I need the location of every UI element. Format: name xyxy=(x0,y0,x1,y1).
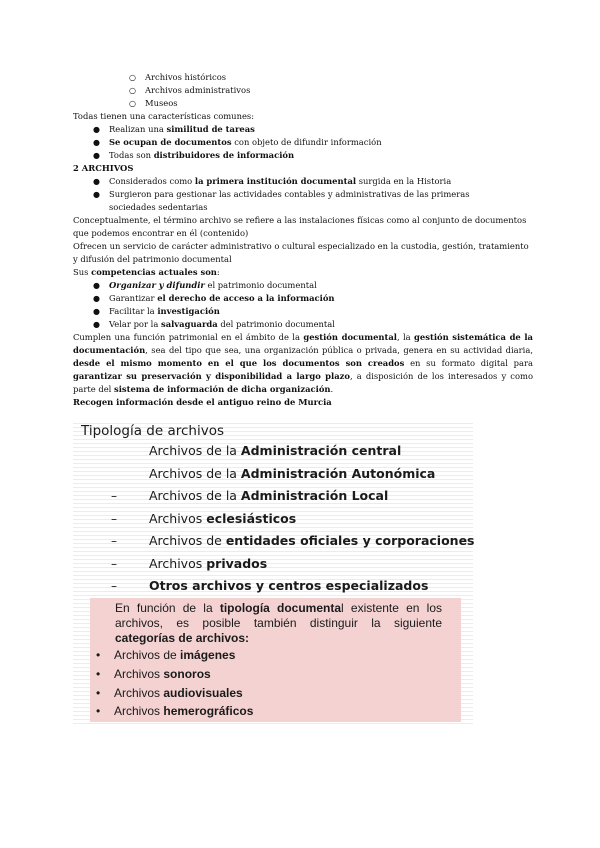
list-item: ● Velar por la salvaguarda del patrimonio documental xyxy=(93,319,335,329)
slide-title: Tipología de archivos xyxy=(81,423,225,439)
categories-intro: En función de la tipología documental existente en los archivos, es posible también distinguir la siguiente categorías de archivos: xyxy=(115,601,442,645)
list-item: ● Considerados como la primera institución documental surgida en la Historia xyxy=(93,176,452,186)
competencias-intro: Sus competencias actuales son: xyxy=(73,267,220,277)
categories-box: En función de la tipología documental existente en los archivos, es posible también distinguir la siguiente categorías de archivos: • Archivos de imágenes • Archivos sonoros • Archivos audiovisuales • Archivos hemerográficos xyxy=(90,598,461,722)
dash-marker: – xyxy=(111,512,117,526)
bullet-icon: ● xyxy=(93,320,100,329)
bullet-icon: ● xyxy=(93,294,100,303)
archive-type-item: – Archivos de entidades oficiales y corporaciones xyxy=(73,531,473,551)
archive-type-item: – Otros archivos y centros especializados xyxy=(73,576,473,596)
list-item: ● Surgieron para gestionar las actividades contables y administrativas de las primeras sociedades sedentarias xyxy=(93,189,470,212)
list-item: ● Facilitar la investigación xyxy=(93,306,220,316)
circle-bullet-icon: ○ xyxy=(129,73,136,82)
slide-image xyxy=(73,420,473,725)
archive-type-item: – Archivos de la Administración Local xyxy=(73,486,473,506)
dash-marker: – xyxy=(111,557,117,571)
function-paragraph: Cumplen una función patrimonial en el ámbito de la gestión documental, la gestión sistemática de la documentación, sea del tipo que sea, una organización pública o privada, genera en su actividad diaria, desde el mismo momento en el que los documentos son creados en su formato digital para garantizar su preservación y disponibilidad a largo plazo, a disposición de los interesados y como parte del sistema de información de dicha organización. xyxy=(73,332,534,394)
bullet-icon: ● xyxy=(93,190,100,199)
list-item: ● Realizan una similitud de tareas xyxy=(93,124,255,134)
bullet-icon: • xyxy=(96,686,101,700)
archive-type-item: Archivos de la Administración central xyxy=(149,443,402,458)
dash-marker: – xyxy=(111,489,117,503)
list-item: ● Todas son distribuidores de información xyxy=(93,150,295,160)
bullet-icon: ● xyxy=(93,281,100,290)
section-heading: 2 ARCHIVOS xyxy=(73,163,134,173)
archive-type-item: – Archivos eclesiásticos xyxy=(73,509,473,529)
archive-type-item: Archivos de la Administración Autonómica xyxy=(149,466,436,481)
circle-bullet-icon: ○ xyxy=(129,99,136,108)
bullet-icon: • xyxy=(96,704,101,718)
bullet-icon: ● xyxy=(93,138,100,147)
list-item: ○ Archivos administrativos xyxy=(129,85,251,95)
common-intro: Todas tienen una características comunes: xyxy=(73,111,255,121)
bullet-icon: ● xyxy=(93,307,100,316)
bullet-icon: • xyxy=(96,667,101,681)
bullet-icon: ● xyxy=(93,125,100,134)
document-body xyxy=(73,71,533,409)
dash-marker: – xyxy=(111,534,117,548)
list-item: ● Organizar y difundir el patrimonio documental xyxy=(93,280,317,290)
list-item: ○ Museos xyxy=(129,98,178,108)
bullet-icon: ● xyxy=(93,177,100,186)
list-item: ● Se ocupan de documentos con objeto de difundir información xyxy=(93,137,382,147)
bullet-icon: ● xyxy=(93,151,100,160)
list-item: ● Garantizar el derecho de acceso a la información xyxy=(93,293,335,303)
murcia-line: Recogen información desde el antiguo reino de Murcia xyxy=(73,397,332,407)
circle-bullet-icon: ○ xyxy=(129,86,136,95)
bullet-icon: • xyxy=(96,648,101,662)
archive-type-item: – Archivos privados xyxy=(73,554,473,574)
dash-marker: – xyxy=(111,579,117,593)
service-paragraph: Ofrecen un servicio de carácter administrativo o cultural especializado en la custodia, gestión, tratamiento y difusión del patrimonio documental xyxy=(73,241,529,264)
concept-paragraph: Conceptualmente, el término archivo se refiere a las instalaciones físicas como al conjunto de documentos que podemos encontrar en él (contenido) xyxy=(73,215,527,238)
list-item: ○ Archivos históricos xyxy=(129,72,227,82)
